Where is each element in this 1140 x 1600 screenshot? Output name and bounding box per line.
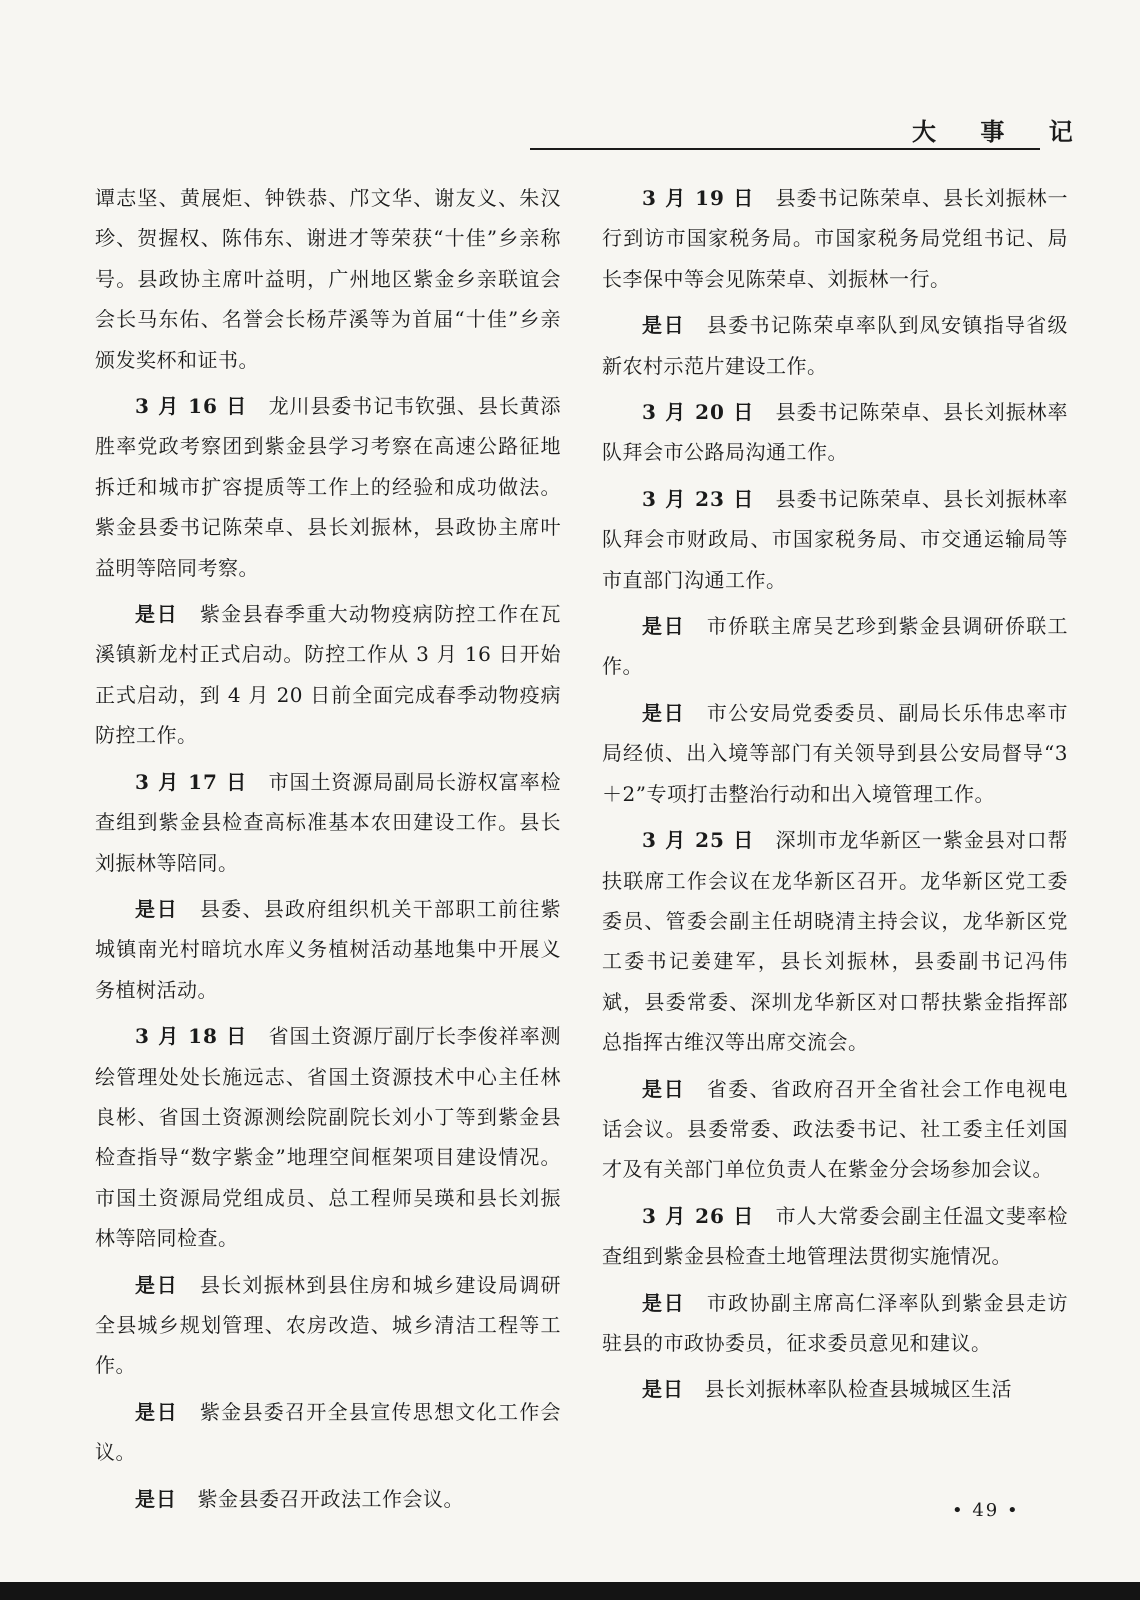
entry-text: 县委书记陈荣卓、县长刘振林一行到访市国家税务局。市国家税务局党组书记、局长李保中等会见陈荣卓、刘振林一行。 [602, 186, 1069, 291]
entry-text: 县委书记陈荣卓、县长刘振林率队拜会市公路局沟通工作。 [602, 400, 1069, 465]
entry-date: 是日 [642, 1076, 686, 1101]
entry-paragraph [602, 1069, 1068, 1190]
entry-text: 紫金县春季重大动物疫病防控工作在瓦溪镇新龙村正式启动。防控工作从 3 月 16 日开始正式启动，到 4 月 20 日前全面完成春季动物疫病防控工作。 [95, 602, 562, 748]
entry-date: 是日 [642, 1290, 686, 1315]
entry-text: 省国土资源厅副厅长李俊祥率测绘管理处处长施远志、省国土资源技术中心主任林良彬、省国土资源测绘院副院长刘小丁等到紫金县检查指导“数字紫金”地理空间框架项目建设情况。市国土资源局党组成员、总工程师吴瑛和县长刘振林等陪同检查。 [95, 1024, 562, 1251]
entry-paragraph [602, 1369, 1068, 1409]
entry-text: 紫金县委召开全县宣传思想文化工作会议。 [95, 1399, 562, 1465]
entry-date: 是日 [135, 602, 179, 627]
entry-text: 县长刘振林到县住房和城乡建设局调研全县城乡规划管理、农房改造、城乡清洁工程等工作。 [95, 1272, 562, 1378]
entry-paragraph [602, 305, 1068, 386]
entry-date: 3 月 16 日 [135, 394, 248, 419]
right-column [602, 178, 1068, 1416]
page-number: • 49 • [952, 1500, 1020, 1521]
entry-text: 龙川县委书记韦钦强、县长黄添胜率党政考察团到紫金县学习考察在高速公路征地拆迁和城市扩容提质等工作上的经验和成功做法。紫金县委书记陈荣卓、县长刘振林，县政协主席叶益明等陪同考察。 [95, 394, 562, 580]
entry-date: 3 月 26 日 [642, 1203, 755, 1228]
entry-paragraph [602, 693, 1068, 814]
entry-text: 市公安局党委委员、副局长乐伟忠率市局经侦、出入境等部门有关领导到县公安局督导“3＋2”专项打击整治行动和出入境管理工作。 [602, 700, 1069, 806]
entry-text: 谭志坚、黄展炬、钟铁恭、邝文华、谢友义、朱汉珍、贺握权、陈伟东、谢进才等荣获“十佳”乡亲称号。县政协主席叶益明，广州地区紫金乡亲联谊会会长马东佑、名誉会长杨芹溪等为首届“十佳”乡亲颁发奖杯和证书。 [95, 186, 561, 372]
header-rule [530, 148, 1040, 150]
entry-paragraph [95, 1392, 561, 1473]
entry-date: 3 月 18 日 [135, 1024, 248, 1049]
entry-text: 市人大常委会副主任温文斐率检查组到紫金县检查土地管理法贯彻实施情况。 [602, 1203, 1069, 1269]
entry-date: 3 月 17 日 [135, 769, 248, 794]
entry-text: 县委书记陈荣卓率队到凤安镇指导省级新农村示范片建设工作。 [602, 313, 1069, 378]
entry-date: 是日 [135, 1486, 177, 1511]
entry-text: 县委、县政府组织机关干部职工前往紫城镇南光村暗坑水库义务植树活动基地集中开展义务植树活动。 [95, 896, 562, 1002]
entry-date: 是日 [135, 896, 179, 921]
entry-text: 紫金县委召开政法工作会议。 [197, 1486, 464, 1511]
entry-paragraph [602, 178, 1068, 299]
entry-date: 是日 [642, 700, 686, 725]
entry-paragraph [602, 392, 1068, 473]
scan-bottom-edge [0, 1582, 1140, 1600]
entry-paragraph [602, 1283, 1068, 1364]
entry-paragraph [602, 820, 1068, 1062]
entry-paragraph [95, 594, 561, 756]
entry-paragraph [602, 479, 1068, 600]
entry-text: 深圳市龙华新区一紫金县对口帮扶联席工作会议在龙华新区召开。龙华新区党工委委员、管委会副主任胡晓清主持会议，龙华新区党工委书记姜建军，县长刘振林，县委副书记冯伟斌，县委常委、深圳龙华新区对口帮扶紫金指挥部总指挥古维汉等出席交流会。 [602, 828, 1069, 1055]
entry-paragraph [95, 386, 561, 588]
entry-text: 县委书记陈荣卓、县长刘振林率队拜会市财政局、市国家税务局、市交通运输局等市直部门沟通工作。 [602, 486, 1069, 592]
entry-date: 3 月 20 日 [642, 400, 755, 425]
entry-text: 市国土资源局副局长游权富率检查组到紫金县检查高标准基本农田建设工作。县长刘振林等陪同。 [95, 769, 562, 875]
entry-paragraph [95, 1479, 561, 1519]
entry-date: 是日 [135, 1399, 179, 1424]
entry-paragraph [95, 889, 561, 1010]
entry-paragraph [95, 762, 561, 883]
entry-date: 是日 [135, 1272, 179, 1297]
entry-paragraph [602, 606, 1068, 687]
entry-date: 3 月 25 日 [642, 828, 755, 853]
entry-date: 是日 [642, 313, 686, 338]
entry-date: 3 月 23 日 [642, 486, 755, 511]
left-column [95, 178, 561, 1525]
entry-date: 3 月 19 日 [642, 186, 755, 210]
entry-text: 县长刘振林率队检查县城城区生活 [704, 1377, 1012, 1402]
entry-date: 是日 [642, 1377, 684, 1402]
entry-date: 是日 [642, 614, 686, 639]
entry-text: 市侨联主席吴艺珍到紫金县调研侨联工作。 [602, 614, 1069, 679]
entry-paragraph [95, 178, 561, 380]
entry-text: 市政协副主席高仁泽率队到紫金县走访驻县的市政协委员，征求委员意见和建议。 [602, 1290, 1069, 1355]
entry-paragraph [95, 1016, 561, 1258]
running-head-title: 大 事 记 [912, 117, 1091, 146]
entry-text: 省委、省政府召开全省社会工作电视电话会议。县委常委、政法委书记、社工委主任刘国才及有关部门单位负责人在紫金分会场参加会议。 [602, 1076, 1069, 1182]
entry-paragraph [602, 1196, 1068, 1277]
entry-paragraph [95, 1265, 561, 1386]
